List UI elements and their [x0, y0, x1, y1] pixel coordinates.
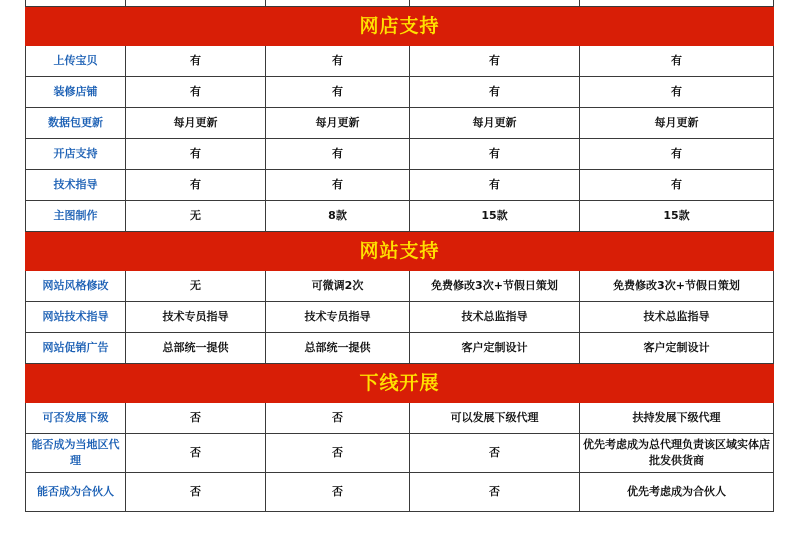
- table-row: [26, 170, 774, 201]
- table-cell: 8款: [266, 201, 410, 232]
- comparison-sheet: [25, 0, 773, 512]
- table-row: [26, 108, 774, 139]
- table-cell: 每月更新: [126, 108, 266, 139]
- table-cell: 否: [126, 403, 266, 434]
- table-cell: 否: [266, 473, 410, 512]
- section-title: 网站支持: [26, 232, 774, 271]
- table-cell: 无: [126, 201, 266, 232]
- table-row: [26, 333, 774, 364]
- table-cell: 优先考虑成为总代理负责该区域实体店批发供货商: [580, 434, 774, 473]
- section-title: 网店支持: [26, 7, 774, 46]
- row-label: 开店支持: [26, 139, 126, 170]
- table-cell: 每月更新: [266, 108, 410, 139]
- table-cell: 有: [580, 170, 774, 201]
- row-label: 网站促销广告: [26, 333, 126, 364]
- table-row: [26, 403, 774, 434]
- table-cell: 否: [126, 434, 266, 473]
- table-cell: 技术总监指导: [580, 302, 774, 333]
- table-cell: 有: [580, 77, 774, 108]
- row-label: 装修店铺: [26, 77, 126, 108]
- table-cell: 优先考虑成为合伙人: [580, 473, 774, 512]
- table-cell: 免费修改3次+节假日策划: [410, 271, 580, 302]
- row-label: 主图制作: [26, 201, 126, 232]
- table-cell: 有: [266, 46, 410, 77]
- table-cell: 客户定制设计: [580, 333, 774, 364]
- table-row: [26, 46, 774, 77]
- table-cell: 总部统一提供: [126, 333, 266, 364]
- table-row: [26, 302, 774, 333]
- table-cell: 有: [410, 46, 580, 77]
- table-cell: 技术专员指导: [266, 302, 410, 333]
- table-cell: 总部统一提供: [266, 333, 410, 364]
- table-cell: 客户定制设计: [410, 333, 580, 364]
- table-cell: 有: [410, 77, 580, 108]
- table-cell: 扶持发展下级代理: [580, 403, 774, 434]
- table-cell: 有: [266, 77, 410, 108]
- table-cell: 免费修改3次+节假日策划: [580, 271, 774, 302]
- table-row: [26, 139, 774, 170]
- row-label: 上传宝贝: [26, 46, 126, 77]
- row-label: 网站风格修改: [26, 271, 126, 302]
- row-label: 网站技术指导: [26, 302, 126, 333]
- table-cell: 15款: [580, 201, 774, 232]
- table-cell: 有: [410, 170, 580, 201]
- table-row: [26, 434, 774, 473]
- table-cell: 可微调2次: [266, 271, 410, 302]
- row-label: 能否成为当地区代理: [26, 434, 126, 473]
- table-cell: 有: [126, 139, 266, 170]
- table-row: [26, 77, 774, 108]
- table-row: [26, 201, 774, 232]
- table-cell: 有: [126, 170, 266, 201]
- table-cell: 否: [410, 434, 580, 473]
- table-cell: 有: [126, 46, 266, 77]
- table-cell: 否: [266, 403, 410, 434]
- table-row: [26, 271, 774, 302]
- table-cell: 无: [126, 271, 266, 302]
- table-cell: 否: [266, 434, 410, 473]
- table-cell: 有: [580, 139, 774, 170]
- table-cell: 可以发展下级代理: [410, 403, 580, 434]
- table-cell: 技术专员指导: [126, 302, 266, 333]
- table-cell: 否: [410, 473, 580, 512]
- table-cell: 15款: [410, 201, 580, 232]
- table-cell: 有: [266, 170, 410, 201]
- table-cell: 有: [126, 77, 266, 108]
- table-cell: 每月更新: [410, 108, 580, 139]
- row-label: 可否发展下级: [26, 403, 126, 434]
- table-cell: 每月更新: [580, 108, 774, 139]
- support-comparison-table: [25, 0, 774, 512]
- table-row: [26, 473, 774, 512]
- table-cell: 有: [580, 46, 774, 77]
- section-header-shop-support: [26, 7, 774, 46]
- row-label: 能否成为合伙人: [26, 473, 126, 512]
- section-title: 下线开展: [26, 364, 774, 403]
- table-cell: 有: [266, 139, 410, 170]
- row-label: 数据包更新: [26, 108, 126, 139]
- row-label: 技术指导: [26, 170, 126, 201]
- section-header-offline-expansion: [26, 364, 774, 403]
- table-cell: 有: [410, 139, 580, 170]
- section-header-website-support: [26, 232, 774, 271]
- table-cell: 技术总监指导: [410, 302, 580, 333]
- table-cell: 否: [126, 473, 266, 512]
